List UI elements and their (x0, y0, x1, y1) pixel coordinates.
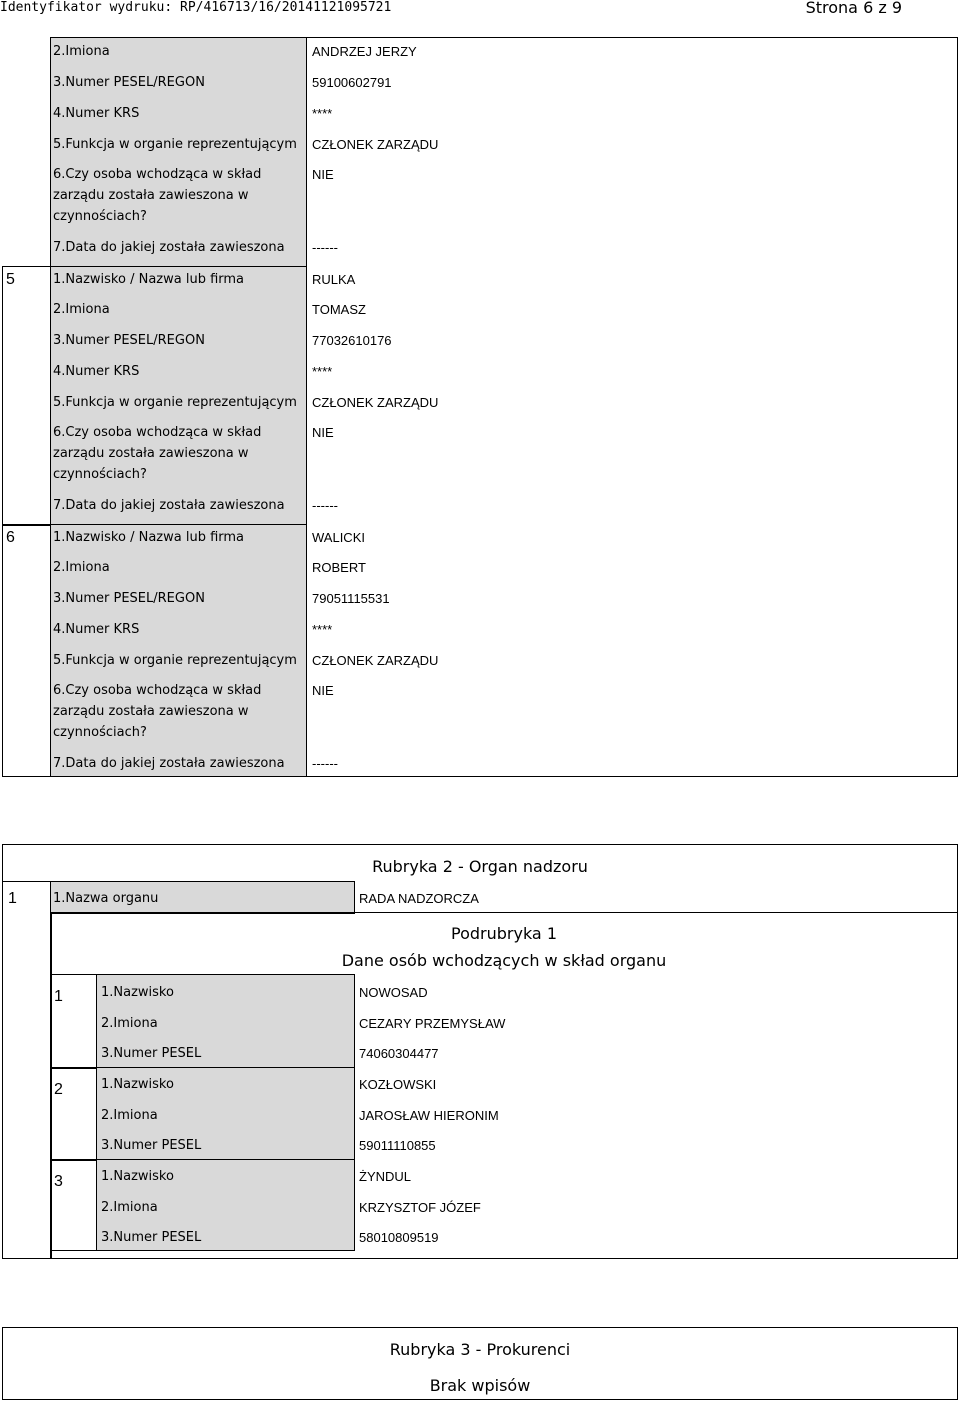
label-surname: 1.Nazwisko / Nazwa lub firma (53, 272, 245, 287)
label-pesel: 3.Numer PESEL (101, 1138, 202, 1153)
value-first-names: KRZYSZTOF JÓZEF (359, 1200, 481, 1215)
value-first-names: JAROSŁAW HIERONIM (359, 1108, 499, 1123)
value-pesel-regon: 59100602791 (312, 75, 392, 90)
label-function: 5.Funkcja w organie reprezentującym (53, 137, 297, 152)
label-first-names: 2.Imiona (53, 302, 110, 317)
value-function: CZŁONEK ZARZĄDU (312, 653, 439, 668)
page-number: Strona 6 z 9 (805, 0, 902, 17)
value-suspended: NIE (312, 167, 334, 182)
value-surname: ŻYNDUL (359, 1169, 412, 1184)
value-krs: **** (312, 106, 333, 121)
value-pesel-regon: 77032610176 (312, 333, 392, 348)
label-suspended-until: 7.Data do jakiej została zawieszona (53, 498, 285, 513)
value-krs: **** (312, 622, 333, 637)
management-table-frame (306, 37, 958, 777)
label-suspended: 6.Czy osoba wchodząca w skład zarządu została zawieszona w czynnościach? (53, 167, 262, 224)
label-pesel: 3.Numer PESEL (101, 1230, 202, 1245)
value-pesel-regon: 79051115531 (312, 591, 390, 606)
rubryka-3-title: Rubryka 3 - Prokurenci (389, 1340, 571, 1359)
value-pesel: 74060304477 (359, 1046, 439, 1061)
value-krs: **** (312, 364, 333, 379)
value-pesel: 58010809519 (359, 1230, 439, 1245)
value-suspended-until: ------ (312, 498, 338, 513)
subsection-subtitle: Dane osób wchodzących w skład organu (341, 951, 667, 970)
value-suspended: NIE (312, 683, 334, 698)
value-surname: WALICKI (312, 530, 365, 545)
label-suspended-until: 7.Data do jakiej została zawieszona (53, 240, 285, 255)
value-suspended-until: ------ (312, 756, 338, 771)
label-first-names: 2.Imiona (53, 560, 110, 575)
label-first-names: 2.Imiona (101, 1016, 158, 1031)
value-first-names: ROBERT (312, 560, 366, 575)
subsection-title: Podrubryka 1 (451, 924, 557, 943)
value-first-names: CEZARY PRZEMYSŁAW (359, 1016, 506, 1031)
person-index: 6 (6, 529, 15, 546)
label-suspended: 6.Czy osoba wchodząca w skład zarządu została zawieszona w czynnościach? (53, 683, 262, 740)
member-index: 3 (54, 1173, 63, 1190)
member-index: 1 (54, 988, 63, 1005)
value-function: CZŁONEK ZARZĄDU (312, 395, 439, 410)
label-surname: 1.Nazwisko / Nazwa lub firma (53, 530, 245, 545)
value-organ-name: RADA NADZORCZA (359, 891, 479, 906)
organ-index: 1 (8, 890, 17, 907)
value-suspended: NIE (312, 425, 334, 440)
label-pesel-regon: 3.Numer PESEL/REGON (53, 333, 205, 348)
label-suspended-until: 7.Data do jakiej została zawieszona (53, 756, 285, 771)
rubryka-2-title: Rubryka 2 - Organ nadzoru (372, 857, 588, 876)
label-organ-name: 1.Nazwa organu (53, 891, 159, 906)
label-krs: 4.Numer KRS (53, 622, 140, 637)
index-cell (2, 524, 52, 777)
value-suspended-until: ------ (312, 240, 338, 255)
label-surname: 1.Nazwisko (101, 1077, 174, 1092)
value-surname: RULKA (312, 272, 356, 287)
label-krs: 4.Numer KRS (53, 364, 140, 379)
value-surname: NOWOSAD (359, 985, 428, 1000)
label-first-names: 2.Imiona (53, 44, 110, 59)
value-surname: KOZŁOWSKI (359, 1077, 437, 1092)
label-function: 5.Funkcja w organie reprezentującym (53, 653, 297, 668)
label-first-names: 2.Imiona (101, 1108, 158, 1123)
value-first-names: ANDRZEJ JERZY (312, 44, 417, 59)
organ-index-cell (2, 881, 52, 1259)
member-index: 2 (54, 1081, 63, 1098)
person-index: 5 (6, 271, 15, 288)
label-function: 5.Funkcja w organie reprezentującym (53, 395, 297, 410)
label-surname: 1.Nazwisko (101, 1169, 174, 1184)
label-surname: 1.Nazwisko (101, 985, 174, 1000)
print-identifier: Identyfikator wydruku: RP/416713/16/20141121095721 (0, 0, 392, 15)
value-function: CZŁONEK ZARZĄDU (312, 137, 439, 152)
rubryka-3-empty-text: Brak wpisów (429, 1376, 531, 1395)
label-pesel: 3.Numer PESEL (101, 1046, 202, 1061)
label-krs: 4.Numer KRS (53, 106, 140, 121)
label-suspended: 6.Czy osoba wchodząca w skład zarządu została zawieszona w czynnościach? (53, 425, 262, 482)
label-first-names: 2.Imiona (101, 1200, 158, 1215)
value-pesel: 59011110855 (359, 1138, 436, 1153)
value-first-names: TOMASZ (312, 302, 366, 317)
label-pesel-regon: 3.Numer PESEL/REGON (53, 591, 205, 606)
index-cell (2, 266, 52, 526)
label-pesel-regon: 3.Numer PESEL/REGON (53, 75, 205, 90)
